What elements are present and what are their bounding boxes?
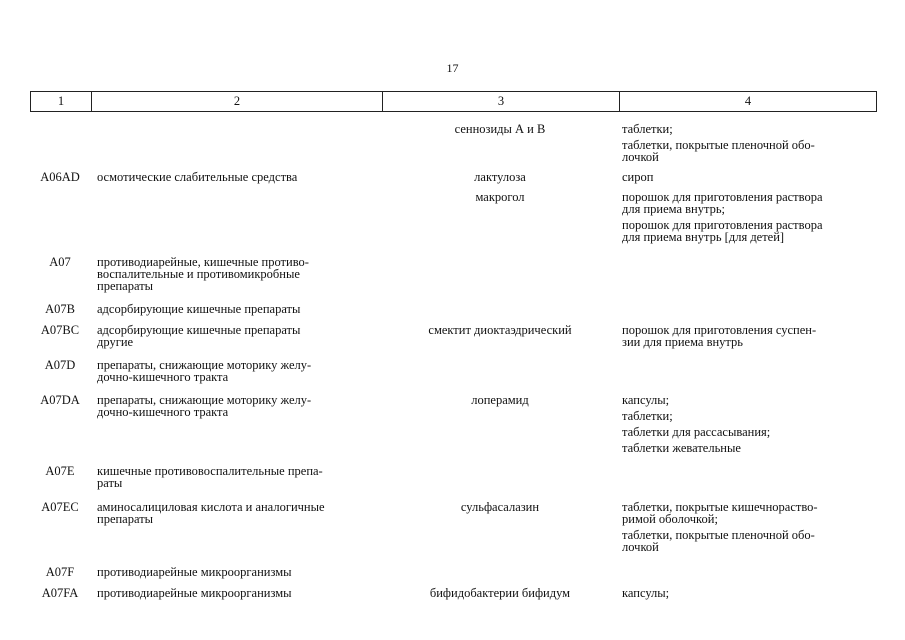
dosage-form-line: римой оболочкой; xyxy=(622,512,718,526)
dosage-form-line: таблетки, покрытые кишечнораство- xyxy=(622,500,818,514)
dosage-form xyxy=(622,501,872,525)
dosage-form-line: сироп xyxy=(622,170,654,184)
dosage-form xyxy=(622,587,872,599)
active-substance-line: макрогол xyxy=(475,190,525,204)
dosage-form-line: порошок для приготовления суспен- xyxy=(622,323,817,337)
dosage-form-line: таблетки, покрытые пленочной обо- xyxy=(622,138,815,152)
atc-group-name xyxy=(97,324,377,348)
atc-code-line: A07B xyxy=(45,302,75,316)
atc-group-name-line: адсорбирующие кишечные препараты xyxy=(97,302,301,316)
atc-code-line: A07F xyxy=(45,565,75,579)
dosage-form xyxy=(622,394,872,406)
atc-group-name-line: дочно-кишечного тракта xyxy=(97,370,229,384)
atc-group-name-line: раты xyxy=(97,476,123,490)
active-substance xyxy=(384,123,616,135)
dosage-form xyxy=(622,219,872,243)
dosage-form-line: порошок для приготовления раствора xyxy=(622,190,823,204)
atc-code xyxy=(32,256,88,268)
header-col-2: 2 xyxy=(92,92,383,112)
dosage-form-line: таблетки; xyxy=(622,122,673,136)
atc-code-line: A07D xyxy=(44,358,76,372)
active-substance xyxy=(384,587,616,599)
atc-code-line: A07EC xyxy=(41,500,79,514)
dosage-form-line: капсулы; xyxy=(622,586,670,600)
atc-group-name-line: препараты, снижающие моторику желу- xyxy=(97,393,312,407)
atc-code-line: A07FA xyxy=(41,586,79,600)
atc-code-line: A07 xyxy=(49,255,71,269)
atc-code xyxy=(32,359,88,371)
atc-group-name xyxy=(97,587,377,599)
atc-group-name-line: аминосалициловая кислота и аналогичные xyxy=(97,500,325,514)
active-substance xyxy=(384,191,616,203)
dosage-form-line: для приема внутрь; xyxy=(622,202,726,216)
atc-group-name-line: противодиарейные микроорганизмы xyxy=(97,565,292,579)
atc-group-name xyxy=(97,303,377,315)
atc-group-name-line: осмотические слабительные средства xyxy=(97,170,298,184)
atc-group-name-line: препараты xyxy=(97,279,154,293)
atc-group-name-line: адсорбирующие кишечные препараты xyxy=(97,323,301,337)
atc-code xyxy=(32,587,88,599)
atc-group-name-line: противодиарейные, кишечные противо- xyxy=(97,255,309,269)
atc-group-name-line: препараты xyxy=(97,512,154,526)
dosage-form-line: порошок для приготовления раствора xyxy=(622,218,823,232)
atc-code xyxy=(32,501,88,513)
atc-code xyxy=(32,566,88,578)
atc-group-name xyxy=(97,394,377,418)
dosage-form-line: таблетки для рассасывания; xyxy=(622,425,771,439)
active-substance-line: сульфасалазин xyxy=(460,500,540,514)
dosage-form-line: для приема внутрь [для детей] xyxy=(622,230,785,244)
header-col-3: 3 xyxy=(383,92,620,112)
atc-group-name xyxy=(97,566,377,578)
atc-code xyxy=(32,324,88,336)
atc-code-line: A06AD xyxy=(40,170,80,184)
dosage-form xyxy=(622,442,872,454)
active-substance-line: сеннозиды А и B xyxy=(454,122,546,136)
atc-group-name xyxy=(97,359,377,383)
dosage-form xyxy=(622,529,872,553)
atc-group-name-line: противодиарейные микроорганизмы xyxy=(97,586,292,600)
active-substance xyxy=(384,324,616,336)
dosage-form xyxy=(622,123,872,135)
page-number: 17 xyxy=(446,61,459,75)
atc-group-name xyxy=(97,171,377,183)
atc-group-name-line: другие xyxy=(97,335,134,349)
dosage-form-line: таблетки, покрытые пленочной обо- xyxy=(622,528,815,542)
atc-code xyxy=(32,171,88,183)
active-substance xyxy=(384,171,616,183)
dosage-form-line: зии для приема внутрь xyxy=(622,335,743,349)
active-substance xyxy=(384,394,616,406)
atc-group-name-line: воспалительные и противомикробные xyxy=(97,267,300,281)
dosage-form-line: лочкой xyxy=(622,540,659,554)
dosage-form-line: таблетки; xyxy=(622,409,673,423)
atc-code-line: A07E xyxy=(45,464,75,478)
dosage-form-line: капсулы; xyxy=(622,393,670,407)
active-substance-line: лоперамид xyxy=(471,393,529,407)
header-col-1: 1 xyxy=(31,92,92,112)
dosage-form xyxy=(622,410,872,422)
atc-code xyxy=(32,394,88,406)
atc-group-name-line: кишечные противовоспалительные препа- xyxy=(97,464,323,478)
atc-group-name xyxy=(97,465,377,489)
dosage-form-line: лочкой xyxy=(622,150,659,164)
atc-code xyxy=(32,465,88,477)
dosage-form xyxy=(622,324,872,348)
dosage-form xyxy=(622,139,872,163)
atc-code-line: A07BC xyxy=(40,323,80,337)
dosage-form-line: таблетки жевательные xyxy=(622,441,741,455)
atc-group-name-line: дочно-кишечного тракта xyxy=(97,405,229,419)
atc-code-line: A07DA xyxy=(40,393,80,407)
atc-group-name-line: препараты, снижающие моторику желу- xyxy=(97,358,312,372)
active-substance-line: лактулоза xyxy=(474,170,526,184)
atc-code xyxy=(32,303,88,315)
active-substance-line: смектит диоктаэдрический xyxy=(428,323,572,337)
atc-group-name xyxy=(97,256,377,292)
active-substance xyxy=(384,501,616,513)
dosage-form xyxy=(622,171,872,183)
active-substance-line: бифидобактерии бифидум xyxy=(429,586,571,600)
dosage-form xyxy=(622,191,872,215)
atc-group-name xyxy=(97,501,377,525)
header-col-4: 4 xyxy=(620,92,877,112)
dosage-form xyxy=(622,426,872,438)
